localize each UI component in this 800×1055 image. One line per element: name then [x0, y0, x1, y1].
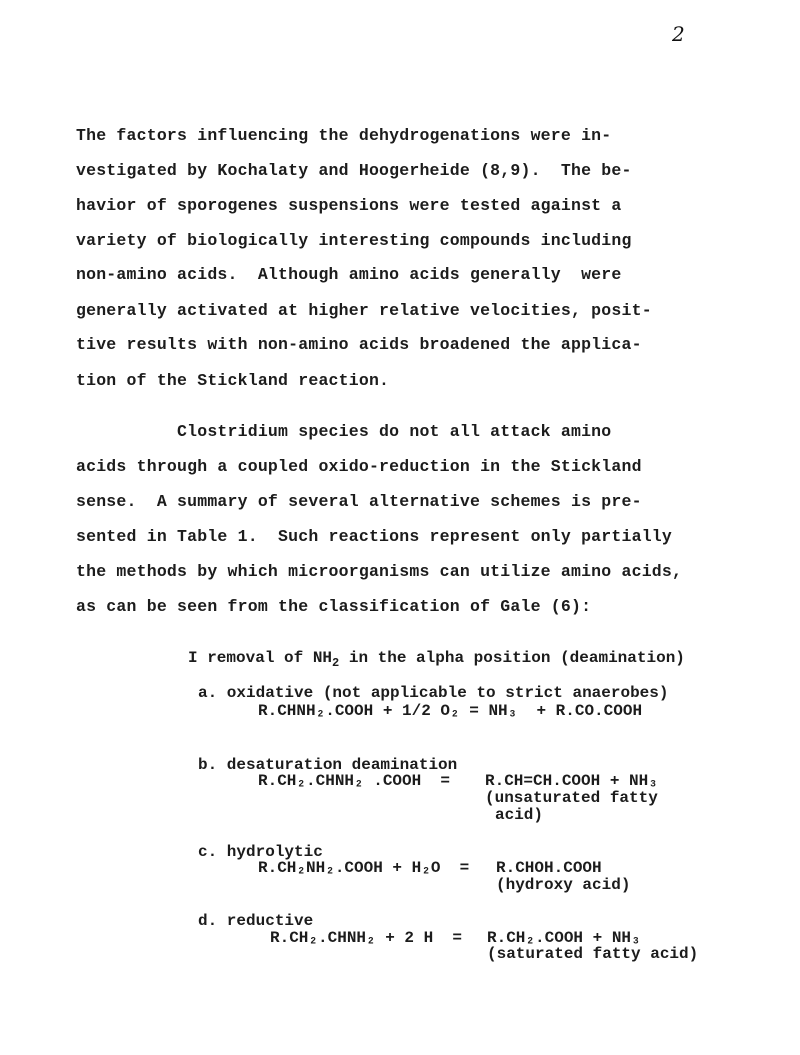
paragraph-2-line-2: acids through a coupled oxido-reduction in the Stickland [76, 457, 642, 476]
paragraph-1-line-3: havior of sporogenes suspensions were tested against a [76, 196, 622, 215]
item-c-label: c. hydrolytic [198, 843, 323, 861]
page-number: 2 [672, 22, 685, 46]
paragraph-2-line-6: as can be seen from the classification of Gale (6): [76, 597, 592, 616]
paragraph-1-line-7: tive results with non-amino acids broadened the applica- [76, 335, 642, 354]
paragraph-1-line-8: tion of the Stickland reaction. [76, 371, 390, 390]
heading-text-post: in the alpha position (deamination) [339, 649, 685, 667]
classification-heading [188, 649, 685, 670]
paragraph-2-line-1: Clostridium species do not all attack amino [76, 422, 612, 441]
paragraph-1-line-2: vestigated by Kochalaty and Hoogerheide (8,9). The be- [76, 161, 632, 180]
paragraph-1-line-5: non-amino acids. Although amino acids generally were [76, 265, 622, 284]
item-b-equation-right: R.CH=CH.COOH + NH₃ [485, 772, 658, 790]
item-b-label: b. desaturation deamination [198, 756, 458, 774]
item-a-equation: R.CHNH₂.COOH + 1/2 O₂ = NH₃ + R.CO.COOH [258, 702, 643, 720]
heading-subscript: 2 [332, 656, 340, 670]
item-c-equation-left: R.CH₂NH₂.COOH + H₂O = [258, 859, 470, 877]
item-b-note-2: acid) [495, 806, 544, 824]
item-b-equation-left: R.CH₂.CHNH₂ .COOH = [258, 772, 451, 790]
paragraph-1-line-1: The factors influencing the dehydrogenations were in- [76, 126, 612, 145]
item-a-label: a. oxidative (not applicable to strict anaerobes) [198, 684, 669, 702]
paragraph-2-line-3: sense. A summary of several alternative schemes is pre- [76, 492, 642, 511]
item-d-equation-right: R.CH₂.COOH + NH₃ [487, 929, 641, 947]
heading-text-pre: I removal of NH [188, 649, 333, 667]
item-b-note-1: (unsaturated fatty [485, 789, 658, 807]
item-d-label: d. reductive [198, 912, 314, 930]
item-d-equation-left: R.CH₂.CHNH₂ + 2 H = [270, 929, 463, 947]
item-d-note: (saturated fatty acid) [487, 945, 699, 963]
item-c-note: (hydroxy acid) [496, 876, 631, 894]
paragraph-2-line-4: sented in Table 1. Such reactions represent only partially [76, 527, 672, 546]
paragraph-1-line-6: generally activated at higher relative velocities, posit- [76, 301, 652, 320]
paragraph-1-line-4: variety of biologically interesting compounds including [76, 231, 632, 250]
paragraph-2-line-5: the methods by which microorganisms can utilize amino acids, [76, 562, 683, 581]
item-c-equation-right: R.CHOH.COOH [496, 859, 602, 877]
